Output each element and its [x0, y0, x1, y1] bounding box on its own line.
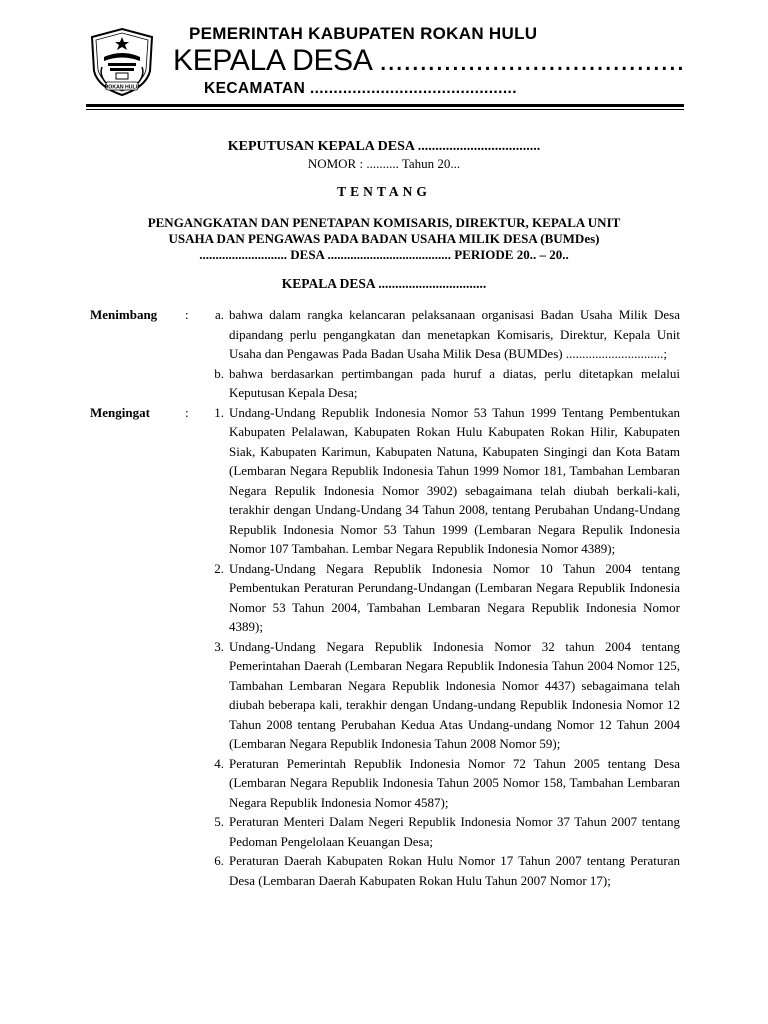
rokan-hulu-emblem-logo: [86, 27, 158, 97]
list-item: [205, 559, 680, 637]
list-item: [205, 754, 680, 813]
item-marker: 2.: [214, 560, 224, 576]
list-item: [205, 364, 680, 403]
decree-subject: [0, 215, 768, 263]
list-item: [205, 812, 680, 851]
item-text: bahwa dalam rangka kelancaran pelaksanaan organisasi Badan Usaha Milik Desa dipandang perlu pengangkatan dan menetapkan Komisaris, Direktur, Kepala Unit Usaha dan Pengawas Pada Badan Usaha Milik Desa (BUMDes) ..............................;: [229, 307, 680, 361]
item-text: Undang-Undang Negara Republik Indonesia Nomor 32 tahun 2004 tentang Pemerintahan Daerah (Lembaran Negara Republik Indonesia Tahun 2004 Nomor 125, Tambahan Lembaran Negara Republik lndonesia Nomor 4437) sebagaimana telah diubah beberapa kali, terakhir dengan Undang-undang Republik Indonesia Nomor 12 Tahun 2008 tentang Perubahan Kedua Atas Undang-undang Nomor 12 Tahun 2004 (Lembaran Negara Republik Indonesia Tahun 2008 Nomor 59);: [229, 638, 680, 751]
item-marker: a.: [214, 307, 224, 322]
item-text: bahwa berdasarkan pertimbangan pada huruf a diatas, perlu ditetapkan melalui Keputusan Kepala Desa;: [229, 365, 680, 400]
section-menimbang: [90, 305, 680, 403]
item-marker: 4.: [214, 755, 224, 771]
decree-subject-line: ........................... DESA ...................................... PERIODE 20.. – 20..: [199, 247, 569, 262]
list-item: [205, 851, 680, 890]
item-marker: 5.: [214, 814, 224, 829]
letterhead-government: PEMERINTAH KABUPATEN ROKAN HULU: [189, 24, 538, 43]
list-item: [205, 403, 680, 559]
decree-title: KEPUTUSAN KEPALA DESA ...................................: [227, 139, 541, 154]
section-items: [205, 305, 680, 403]
item-text: Peraturan Menteri Dalam Negeri Republik Indonesia Nomor 37 Tahun 2007 tentang Pedoman Pengelolaan Keuangan Desa;: [229, 814, 680, 849]
item-text: Undang-Undang Negara Republik Indonesia Nomor 10 Tahun 2004 tentang Pembentukan Peraturan Perundang-Undangan (Lembaran Negara Republik Indonesia Nomor 53 Tahun 2004, Tambahan Lembaran Negara Republik Indonesia Nomor 4389);: [229, 560, 680, 634]
item-text: Peraturan Daerah Kabupaten Rokan Hulu Nomor 17 Tahun 2007 tentang Peraturan Desa (Lembaran Daerah Kabupaten Rokan Hulu Tahun 2007 Nomor 17);: [229, 853, 680, 888]
list-item: [205, 305, 680, 364]
section-colon: :: [185, 404, 189, 420]
decree-subject-line: PENGANGKATAN DAN PENETAPAN KOMISARIS, DIREKTUR, KEPALA UNIT: [147, 215, 621, 230]
decree-number: NOMOR : .......... Tahun 20...: [307, 156, 461, 171]
section-items: [205, 403, 680, 891]
item-marker: 1.: [214, 404, 224, 420]
item-marker: 6.: [214, 853, 224, 868]
letterhead-village-head: KEPALA DESA ......................................: [173, 44, 685, 77]
section-label: Mengingat: [90, 404, 150, 420]
letterhead-district: KECAMATAN ............................................: [204, 80, 517, 97]
item-marker: 3.: [214, 638, 224, 654]
decree-authority: KEPALA DESA ................................: [281, 276, 487, 291]
section-colon: :: [185, 307, 189, 322]
item-text: Peraturan Pemerintah Republik Indonesia Nomor 72 Tahun 2005 tentang Desa (Lembaran Negara Republik Indonesia Tahun 2005 Nomor 158, Tambahan Lembaran Negara Republik Indonesia Nomor 4587);: [229, 755, 680, 810]
decree-body: [90, 305, 680, 890]
section-label: Menimbang: [90, 307, 158, 322]
decree-subject-line: USAHA DAN PENGAWAS PADA BADAN USAHA MILIK DESA (BUMDes): [168, 231, 600, 246]
section-mengingat: [90, 403, 680, 891]
letterhead-rule-thick: [86, 104, 684, 107]
list-item: [205, 637, 680, 754]
letterhead-rule-thin: [86, 109, 684, 110]
item-text: Undang-Undang Republik Indonesia Nomor 53 Tahun 1999 Tentang Pembentukan Kabupaten Pelalawan, Kabupaten Rokan Hulu Kabupaten Rokan Hilir, Kabupaten Siak, Kabupaten Karimun, Kabupaten Natuna, Kabupaten Singingi dan Kota Batam (Lembaran Negara Republik Indonesia Tahun 1999 Nomor 181, Tambahan Lembaran Negara Repulik Indonesia Nomor 3902) sebagaimana telah diubah berkali-kali, terakhir dengan Undang-Undang 34 Tahun 2008, tentang Perubahan Undang-Undang Republik Indonesia Nomor 53 Tahun 1999 (Lembaran Negara Repulik Indonesia Nomor 107 Tambahan. Lembar Negara Republik Indonesia Nomor 4389);: [229, 404, 680, 556]
item-marker: b.: [214, 365, 224, 381]
decree-about: TENTANG: [337, 184, 431, 199]
logo-text: ROKAN HULU: [104, 84, 140, 91]
